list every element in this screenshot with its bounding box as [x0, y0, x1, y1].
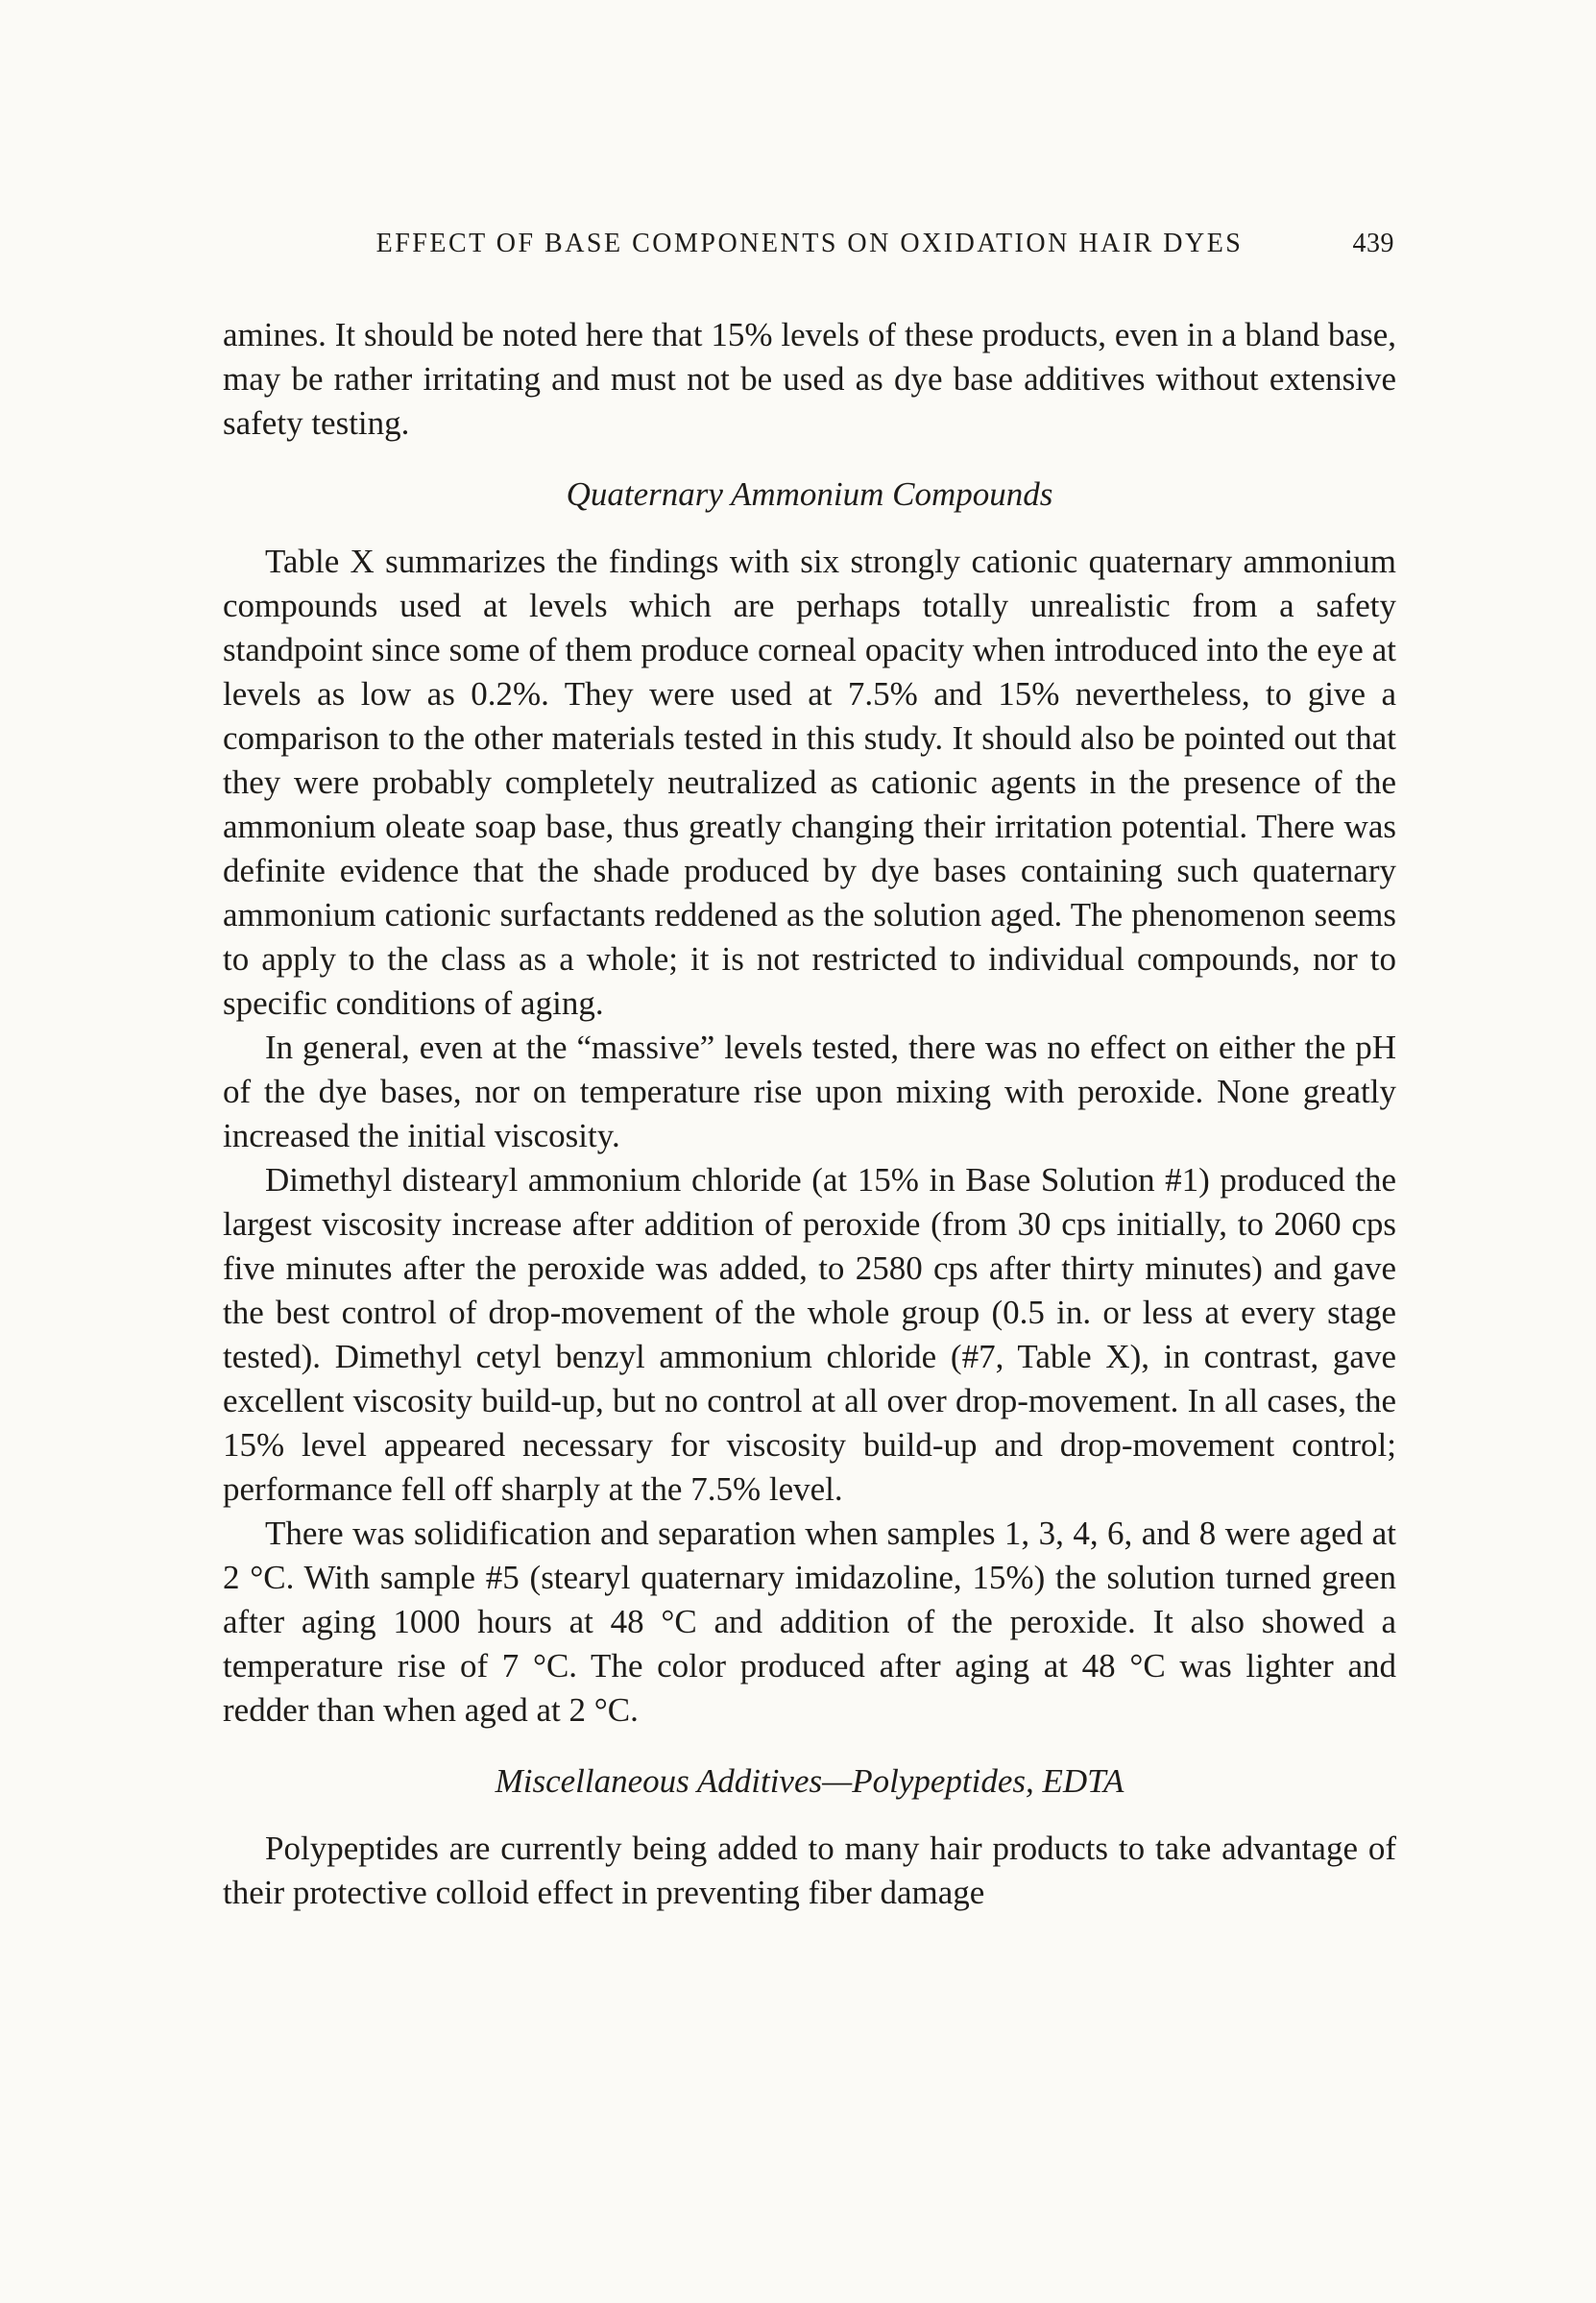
running-header-title: EFFECT OF BASE COMPONENTS ON OXIDATION HAIR DYES	[375, 229, 1244, 258]
paragraph-dimethyl-distearyl: Dimethyl distearyl ammonium chloride (at 15% in Base Solution #1) produced the largest viscosity increase after addition of peroxide (from 30 cps initially, to 2060 cps five minutes after the peroxide was added, to 2580 cps after thirty minutes) and gave the best control of drop-movement of the whole group (0.5 in. or less at every stage tested). Dimethyl cetyl benzyl ammonium chloride (#7, Table X), in contrast, gave excellent viscosity build-up, but no control at all over drop-movement. In all cases, the 15% level appeared necessary for viscosity build-up and drop-movement control; performance fell off sharply at the 7.5% level.	[223, 1161, 1396, 1508]
paragraph-amines-continuation: amines. It should be noted here that 15% levels of these products, even in a bland base, may be rather irritating and must not be used as dye base additives without extensive safety testing.	[223, 316, 1396, 442]
paragraph-polypeptides: Polypeptides are currently being added to many hair products to take advantage of their protective colloid effect in preventing fiber damage	[223, 1830, 1396, 1911]
paragraph-solidification-separation: There was solidification and separation when samples 1, 3, 4, 6, and 8 were aged at 2 °C. With sample #5 (stearyl quaternary imidazoline, 15%) the solution turned green after aging 1000 hours at 48 °C and addition of the peroxide. It also showed a temperature rise of 7 °C. The color produced after aging at 48 °C was lighter and redder than when aged at 2 °C.	[223, 1515, 1396, 1729]
paragraph-table-x-summary: Table X summarizes the findings with six strongly cationic quaternary ammonium compounds used at levels which are perhaps totally unrealistic from a safety standpoint since some of them produce corneal opacity when introduced into the eye at levels as low as 0.2%. They were used at 7.5% and 15% nevertheless, to give a comparison to the other materials tested in this study. It should also be pointed out that they were probably completely neutralized as cationic agents in the presence of the ammonium oleate soap base, thus greatly changing their irritation potential. There was definite evidence that the shade produced by dye bases containing such quaternary ammonium cationic surfactants reddened as the solution aged. The phenomenon seems to apply to the class as a whole; it is not restricted to individual compounds, nor to specific conditions of aging.	[223, 543, 1396, 1022]
paragraph-in-general: In general, even at the “massive” levels tested, there was no effect on either the pH of the dye bases, nor on temperature rise upon mixing with peroxide. None greatly increased the initial viscosity.	[223, 1029, 1396, 1154]
running-header	[223, 229, 1396, 259]
page-number: 439	[1352, 229, 1394, 258]
text-block	[223, 229, 1396, 1915]
section-heading-miscellaneous-additives: Miscellaneous Additives—Polypeptides, EDTA	[495, 1762, 1124, 1800]
section-heading-quaternary-ammonium-compounds: Quaternary Ammonium Compounds	[566, 475, 1053, 513]
